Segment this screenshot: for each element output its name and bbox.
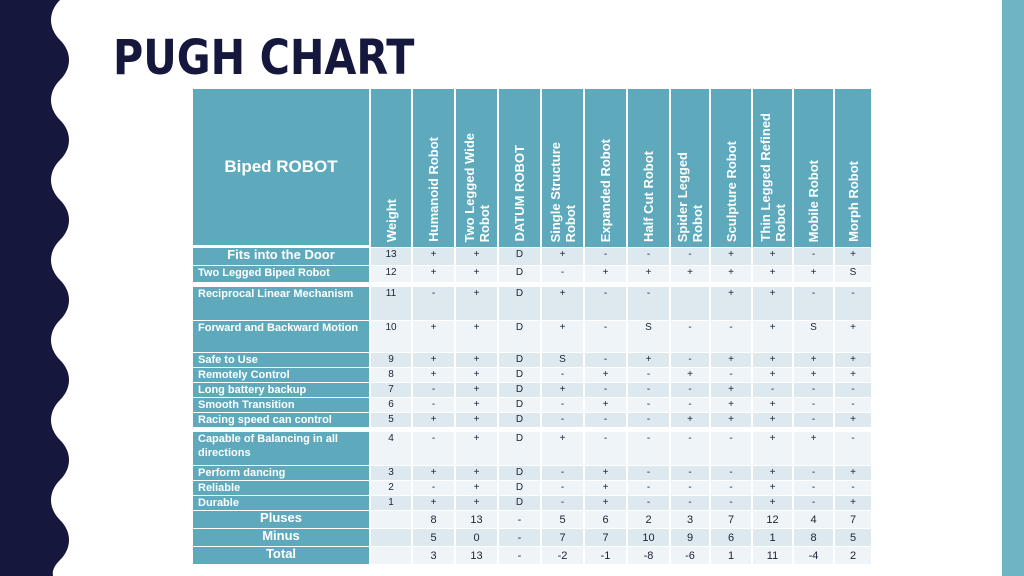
table-cell: - — [540, 412, 583, 427]
table-cell: + — [411, 265, 454, 282]
table-cell: + — [583, 397, 626, 412]
table-cell: - — [626, 431, 669, 465]
table-cell: - — [497, 528, 540, 546]
column-header — [497, 89, 540, 247]
table-cell: - — [411, 286, 454, 320]
table-cell: 9 — [669, 528, 709, 546]
column-header-label: Thin Legged Refined Robot — [757, 113, 788, 242]
table-cell: 13 — [454, 510, 497, 528]
table-cell: + — [833, 320, 871, 352]
table-cell: -6 — [669, 546, 709, 564]
table-cell: - — [540, 495, 583, 510]
column-header-label: Single Structure Robot — [547, 141, 578, 242]
table-cell — [369, 510, 411, 528]
table-row — [193, 431, 871, 465]
column-header-label: Mobile Robot — [806, 159, 821, 242]
table-cell: 4 — [369, 431, 411, 465]
column-header-label: Humanoid Robot — [426, 137, 441, 242]
table-cell: + — [583, 465, 626, 480]
table-cell: + — [709, 286, 751, 320]
table-cell: 7 — [583, 528, 626, 546]
table-cell: + — [626, 265, 669, 282]
column-header-label: Weight — [383, 198, 399, 242]
table-cell: + — [709, 382, 751, 397]
table-row — [193, 495, 871, 510]
table-row — [193, 320, 871, 352]
table-cell: - — [709, 320, 751, 352]
table-row — [193, 265, 871, 282]
table-cell: 13 — [369, 247, 411, 265]
row-label: Minus — [193, 528, 369, 546]
table-cell: 2 — [833, 546, 871, 564]
table-cell: - — [709, 495, 751, 510]
summary-row — [193, 510, 871, 528]
table-cell: 5 — [411, 528, 454, 546]
table-cell: + — [583, 367, 626, 382]
table-cell: - — [792, 247, 833, 265]
table-cell: - — [626, 286, 669, 320]
table-cell: D — [497, 286, 540, 320]
table-cell — [369, 528, 411, 546]
row-label: Capable of Balancing in all directions — [193, 431, 369, 465]
table-cell: D — [497, 382, 540, 397]
table-cell: 2 — [369, 480, 411, 495]
wavy-left-border — [0, 0, 80, 576]
table-cell — [369, 546, 411, 564]
right-accent-bar — [1002, 0, 1024, 576]
table-cell: - — [411, 431, 454, 465]
row-label: Reliable — [193, 480, 369, 495]
column-header — [411, 89, 454, 247]
table-cell: - — [626, 397, 669, 412]
table-cell: 8 — [411, 510, 454, 528]
table-cell: + — [751, 352, 792, 367]
table-cell: 5 — [369, 412, 411, 427]
table-cell: + — [454, 382, 497, 397]
table-cell: + — [792, 367, 833, 382]
table-cell: - — [626, 382, 669, 397]
table-cell: 1 — [709, 546, 751, 564]
table-cell: S — [626, 320, 669, 352]
summary-row — [193, 528, 871, 546]
table-cell: 5 — [833, 528, 871, 546]
table-cell: - — [540, 397, 583, 412]
table-cell: + — [751, 495, 792, 510]
table-row — [193, 352, 871, 367]
table-cell: - — [583, 286, 626, 320]
table-cell: + — [454, 412, 497, 427]
column-header — [454, 89, 497, 247]
table-cell: + — [709, 397, 751, 412]
table-cell: - — [833, 431, 871, 465]
column-header — [369, 89, 411, 247]
row-label: Racing speed can control — [193, 412, 369, 427]
table-cell: 11 — [369, 286, 411, 320]
table-cell: 7 — [369, 382, 411, 397]
table-cell: 3 — [369, 465, 411, 480]
table-cell: + — [669, 367, 709, 382]
row-label: Fits into the Door — [193, 247, 369, 265]
table-cell: - — [626, 465, 669, 480]
table-cell: + — [751, 412, 792, 427]
table-cell: + — [751, 247, 792, 265]
table-cell: 6 — [583, 510, 626, 528]
table-cell: + — [751, 480, 792, 495]
summary-row — [193, 546, 871, 564]
table-cell: - — [709, 480, 751, 495]
table-cell: + — [833, 352, 871, 367]
row-label: Safe to Use — [193, 352, 369, 367]
table-cell: 8 — [792, 528, 833, 546]
table-cell: 1 — [369, 495, 411, 510]
table-cell: + — [669, 412, 709, 427]
table-cell: + — [454, 397, 497, 412]
column-header — [540, 89, 583, 247]
table-cell: D — [497, 397, 540, 412]
table-cell: + — [454, 465, 497, 480]
table-cell: - — [833, 397, 871, 412]
table-cell: D — [497, 495, 540, 510]
table-cell: + — [833, 367, 871, 382]
row-label: Pluses — [193, 510, 369, 528]
table-cell: - — [626, 480, 669, 495]
column-header — [583, 89, 626, 247]
table-cell: -2 — [540, 546, 583, 564]
table-cell: - — [411, 382, 454, 397]
table-cell: 7 — [833, 510, 871, 528]
table-cell: + — [454, 495, 497, 510]
column-header-label: Spider Legged Robot — [675, 151, 705, 242]
table-cell: + — [540, 247, 583, 265]
table-cell: - — [669, 465, 709, 480]
table-cell: D — [497, 465, 540, 480]
table-cell: + — [751, 320, 792, 352]
table-cell: 10 — [626, 528, 669, 546]
table-cell: D — [497, 480, 540, 495]
table-cell: + — [411, 320, 454, 352]
table-cell: 9 — [369, 352, 411, 367]
page-title: PUGH CHART — [113, 30, 415, 86]
table-cell: + — [751, 286, 792, 320]
row-label: Forward and Backward Motion — [193, 320, 369, 352]
table-cell: 2 — [626, 510, 669, 528]
table-cell: 6 — [709, 528, 751, 546]
table-cell: D — [497, 412, 540, 427]
row-label: Perform dancing — [193, 465, 369, 480]
table-cell: - — [626, 247, 669, 265]
table-cell: - — [792, 495, 833, 510]
table-cell: - — [411, 480, 454, 495]
row-label: Remotely Control — [193, 367, 369, 382]
table-cell: + — [540, 286, 583, 320]
table-cell: 7 — [540, 528, 583, 546]
table-row — [193, 480, 871, 495]
table-cell: + — [540, 320, 583, 352]
table-cell: D — [497, 367, 540, 382]
table-cell: + — [792, 265, 833, 282]
table-cell: -1 — [583, 546, 626, 564]
column-header-label: Half Cut Robot — [641, 151, 656, 242]
table-row — [193, 382, 871, 397]
table-cell: - — [583, 382, 626, 397]
table-cell: 8 — [369, 367, 411, 382]
table-cell: - — [792, 286, 833, 320]
table-cell: 11 — [751, 546, 792, 564]
table-cell: + — [709, 265, 751, 282]
table-cell: - — [709, 431, 751, 465]
column-header-label: Morph Robot — [845, 161, 861, 242]
table-cell: + — [583, 480, 626, 495]
table-cell: - — [497, 510, 540, 528]
table-cell: + — [411, 412, 454, 427]
column-header — [792, 89, 833, 247]
table-cell: + — [833, 465, 871, 480]
table-cell: - — [540, 465, 583, 480]
table-cell: + — [709, 412, 751, 427]
table-cell: 6 — [369, 397, 411, 412]
table-cell: - — [669, 352, 709, 367]
table-cell: - — [583, 412, 626, 427]
pugh-chart-table — [193, 89, 871, 564]
table-cell: - — [669, 320, 709, 352]
table-cell: + — [709, 247, 751, 265]
table-cell: - — [669, 382, 709, 397]
table-cell: D — [497, 247, 540, 265]
table-cell: + — [833, 495, 871, 510]
table-cell: 0 — [454, 528, 497, 546]
table-cell: - — [833, 382, 871, 397]
table-cell: + — [583, 495, 626, 510]
table-cell: - — [792, 465, 833, 480]
table-cell: + — [540, 431, 583, 465]
table-cell — [669, 286, 709, 320]
row-label: Two Legged Biped Robot — [193, 265, 369, 282]
table-cell: + — [411, 367, 454, 382]
table-cell: 10 — [369, 320, 411, 352]
table-cell: - — [709, 465, 751, 480]
table-cell: - — [833, 286, 871, 320]
table-cell: + — [792, 431, 833, 465]
table-cell: - — [626, 367, 669, 382]
table-cell: + — [540, 382, 583, 397]
column-header — [709, 89, 751, 247]
table-cell: - — [669, 397, 709, 412]
table-cell: + — [454, 352, 497, 367]
table-cell: - — [792, 397, 833, 412]
table-cell: - — [583, 247, 626, 265]
column-header — [626, 89, 669, 247]
table-cell: - — [583, 320, 626, 352]
table-cell: - — [540, 367, 583, 382]
table-cell: - — [497, 546, 540, 564]
table-cell: D — [497, 320, 540, 352]
table-cell: D — [497, 431, 540, 465]
table-cell: - — [626, 495, 669, 510]
table-cell: - — [540, 480, 583, 495]
table-cell: + — [411, 247, 454, 265]
table-cell: - — [833, 480, 871, 495]
table-cell: - — [669, 247, 709, 265]
table-cell: - — [792, 412, 833, 427]
table-cell: - — [792, 382, 833, 397]
table-cell: 12 — [751, 510, 792, 528]
table-cell: 4 — [792, 510, 833, 528]
column-header-label: Expanded Robot — [598, 138, 613, 242]
table-cell: D — [497, 352, 540, 367]
table-cell: + — [454, 247, 497, 265]
table-cell: -8 — [626, 546, 669, 564]
table-cell: 5 — [540, 510, 583, 528]
table-cell: - — [583, 352, 626, 367]
table-row — [193, 367, 871, 382]
table-cell: - — [626, 412, 669, 427]
column-header — [833, 89, 871, 247]
row-label: Reciprocal Linear Mechanism — [193, 286, 369, 320]
table-row — [193, 465, 871, 480]
table-cell: - — [540, 265, 583, 282]
table-cell: - — [792, 480, 833, 495]
table-cell: 12 — [369, 265, 411, 282]
column-header-label: Two Legged Wide Robot — [461, 132, 492, 242]
table-cell: + — [454, 320, 497, 352]
table-cell: + — [454, 367, 497, 382]
table-cell: 3 — [411, 546, 454, 564]
table-cell: + — [411, 465, 454, 480]
table-cell: D — [497, 265, 540, 282]
row-label: Smooth Transition — [193, 397, 369, 412]
table-cell: S — [540, 352, 583, 367]
table-row — [193, 286, 871, 320]
table-cell: + — [751, 367, 792, 382]
table-cell: 1 — [751, 528, 792, 546]
column-header — [669, 89, 709, 247]
row-label: Total — [193, 546, 369, 564]
table-cell: + — [454, 286, 497, 320]
table-cell: + — [583, 265, 626, 282]
table-cell: 13 — [454, 546, 497, 564]
table-cell: - — [583, 431, 626, 465]
table-row — [193, 412, 871, 427]
table-cell: - — [669, 495, 709, 510]
table-cell: + — [411, 495, 454, 510]
column-header — [751, 89, 792, 247]
table-cell: + — [454, 480, 497, 495]
table-cell: - — [669, 431, 709, 465]
table-cell: + — [454, 431, 497, 465]
column-header-label: Sculpture Robot — [723, 140, 739, 242]
table-cell: + — [792, 352, 833, 367]
table-cell: - — [709, 367, 751, 382]
table-cell: 3 — [669, 510, 709, 528]
table-cell: + — [751, 397, 792, 412]
table-cell: + — [751, 265, 792, 282]
table-cell: + — [626, 352, 669, 367]
table-cell: - — [751, 382, 792, 397]
table-cell: + — [833, 247, 871, 265]
table-cell: 7 — [709, 510, 751, 528]
table-cell: S — [792, 320, 833, 352]
table-cell: + — [833, 412, 871, 427]
table-row — [193, 247, 871, 265]
table-cell: + — [751, 465, 792, 480]
table-cell: -4 — [792, 546, 833, 564]
row-label: Durable — [193, 495, 369, 510]
table-cell: S — [833, 265, 871, 282]
table-cell: + — [751, 431, 792, 465]
row-label: Long battery backup — [193, 382, 369, 397]
table-row — [193, 397, 871, 412]
table-cell: + — [669, 265, 709, 282]
table-cell: - — [669, 480, 709, 495]
table-cell: + — [454, 265, 497, 282]
table-cell: + — [709, 352, 751, 367]
column-header-label: DATUM ROBOT — [512, 145, 527, 242]
table-cell: + — [411, 352, 454, 367]
table-corner-title: Biped ROBOT — [193, 89, 369, 247]
table-cell: - — [411, 397, 454, 412]
